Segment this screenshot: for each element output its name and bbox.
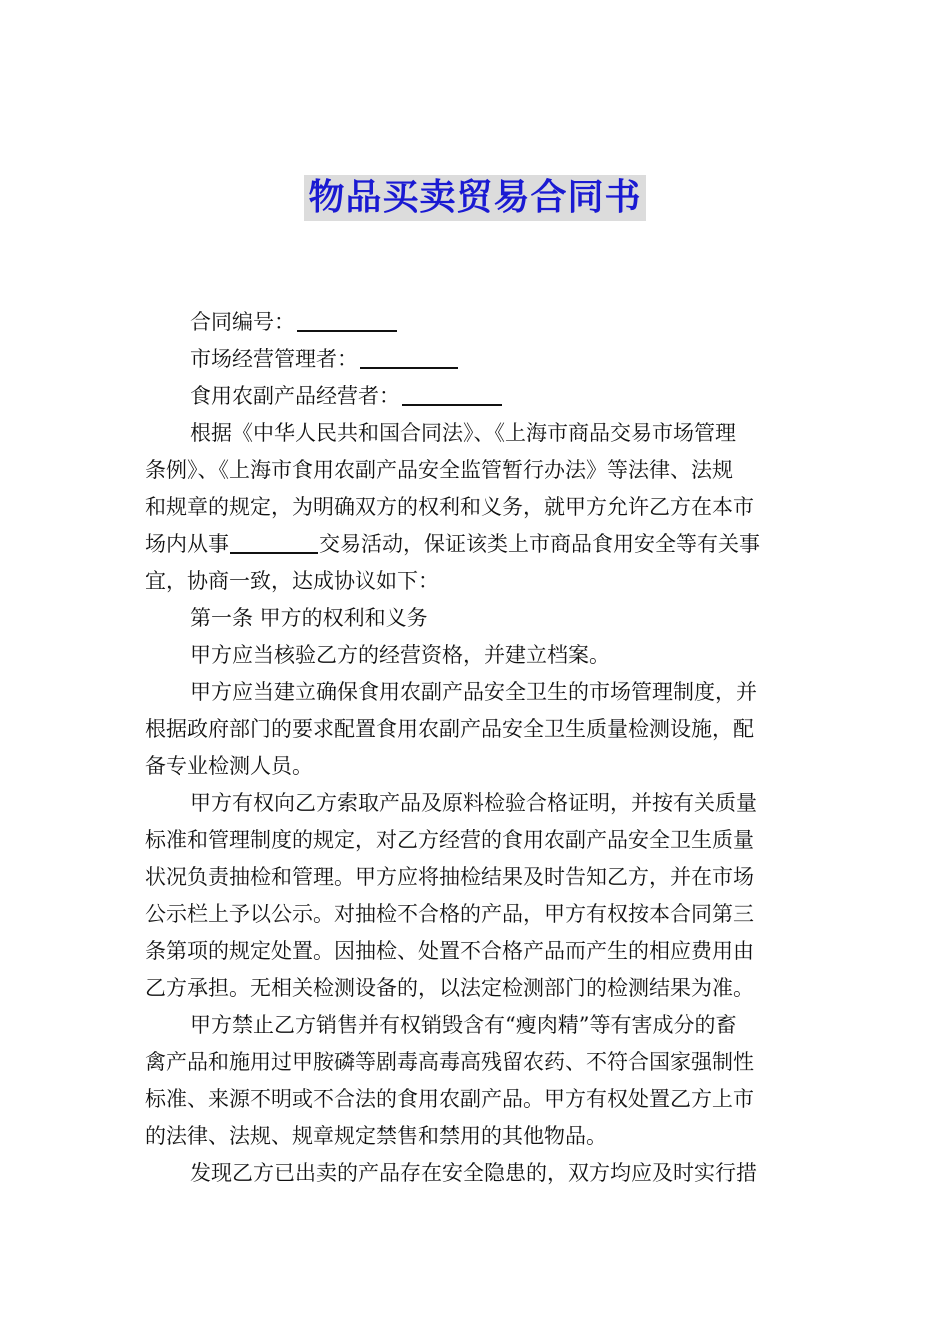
text-line: 甲方有权向乙方索取产品及原料检验合格证明，并按有关质量 xyxy=(190,791,757,815)
text-line: 和规章的规定，为明确双方的权利和义务，就甲方允许乙方在本市 xyxy=(145,495,754,519)
text-line: 乙方承担。无相关检测设备的，以法定检测部门的检测结果为准。 xyxy=(145,976,754,1000)
text-line: 禽产品和施用过甲胺磷等剧毒高毒高残留农药、不符合国家强制性 xyxy=(145,1050,754,1074)
paragraph-safety-hazard xyxy=(145,1155,807,1192)
text-line: 公示栏上予以公示。对抽检不合格的产品，甲方有权按本合同第三 xyxy=(145,902,754,926)
text-line: 根据《中华人民共和国合同法》、《上海市商品交易市场管理 xyxy=(190,421,736,445)
market-manager-label: 市场经营管理者： xyxy=(190,347,358,371)
document-body xyxy=(145,304,807,1192)
text-line: 备专业检测人员。 xyxy=(145,754,313,778)
contract-number-blank xyxy=(297,310,397,332)
text-line: 条例》、《上海市食用农副产品安全监管暂行办法》等法律、法规 xyxy=(145,458,733,482)
contract-number-field xyxy=(145,304,807,341)
market-manager-blank xyxy=(360,347,458,369)
text-line: 标准、来源不明或不合法的食用农副产品。甲方有权处置乙方上市 xyxy=(145,1087,754,1111)
text-line: 根据政府部门的要求配置食用农副产品安全卫生质量检测设施，配 xyxy=(145,717,754,741)
text-line: 发现乙方已出卖的产品存在安全隐患的，双方均应及时实行措 xyxy=(190,1161,757,1185)
trade-type-blank xyxy=(230,532,318,554)
paragraph-preamble xyxy=(145,415,807,600)
text-line: 宜，协商一致，达成协议如下： xyxy=(145,569,439,593)
paragraph-verify-qualification: 甲方应当核验乙方的经营资格，并建立档案。 xyxy=(190,643,610,667)
text-line: 甲方应当建立确保食用农副产品安全卫生的市场管理制度，并 xyxy=(190,680,757,704)
paragraph-prohibition xyxy=(145,1007,807,1155)
article-1-heading: 第一条 甲方的权利和义务 xyxy=(190,606,428,630)
operator-label: 食用农副产品经营者： xyxy=(190,384,400,408)
market-manager-field xyxy=(145,341,807,378)
text-line: 条第项的规定处置。因抽检、处置不合格产品而产生的相应费用由 xyxy=(145,939,754,963)
text-line: 标准和管理制度的规定，对乙方经营的食用农副产品安全卫生质量 xyxy=(145,828,754,852)
paragraph-inspection xyxy=(145,785,807,1007)
text-line: 甲方禁止乙方销售并有权销毁含有“瘦肉精”等有害成分的畜 xyxy=(190,1013,737,1037)
contract-number-label: 合同编号： xyxy=(190,310,295,334)
paragraph-management-system xyxy=(145,674,807,785)
text-line: 状况负责抽检和管理。甲方应将抽检结果及时告知乙方，并在市场 xyxy=(145,865,754,889)
text-fragment: 交易活动，保证该类上市商品食用安全等有关事 xyxy=(319,532,760,556)
operator-blank xyxy=(402,384,502,406)
document-title: 物品买卖贸易合同书 xyxy=(304,175,645,221)
text-line xyxy=(145,526,807,563)
operator-field xyxy=(145,378,807,415)
title-container xyxy=(0,175,950,221)
text-line: 的法律、法规、规章规定禁售和禁用的其他物品。 xyxy=(145,1124,607,1148)
text-fragment: 场内从事 xyxy=(145,532,229,556)
